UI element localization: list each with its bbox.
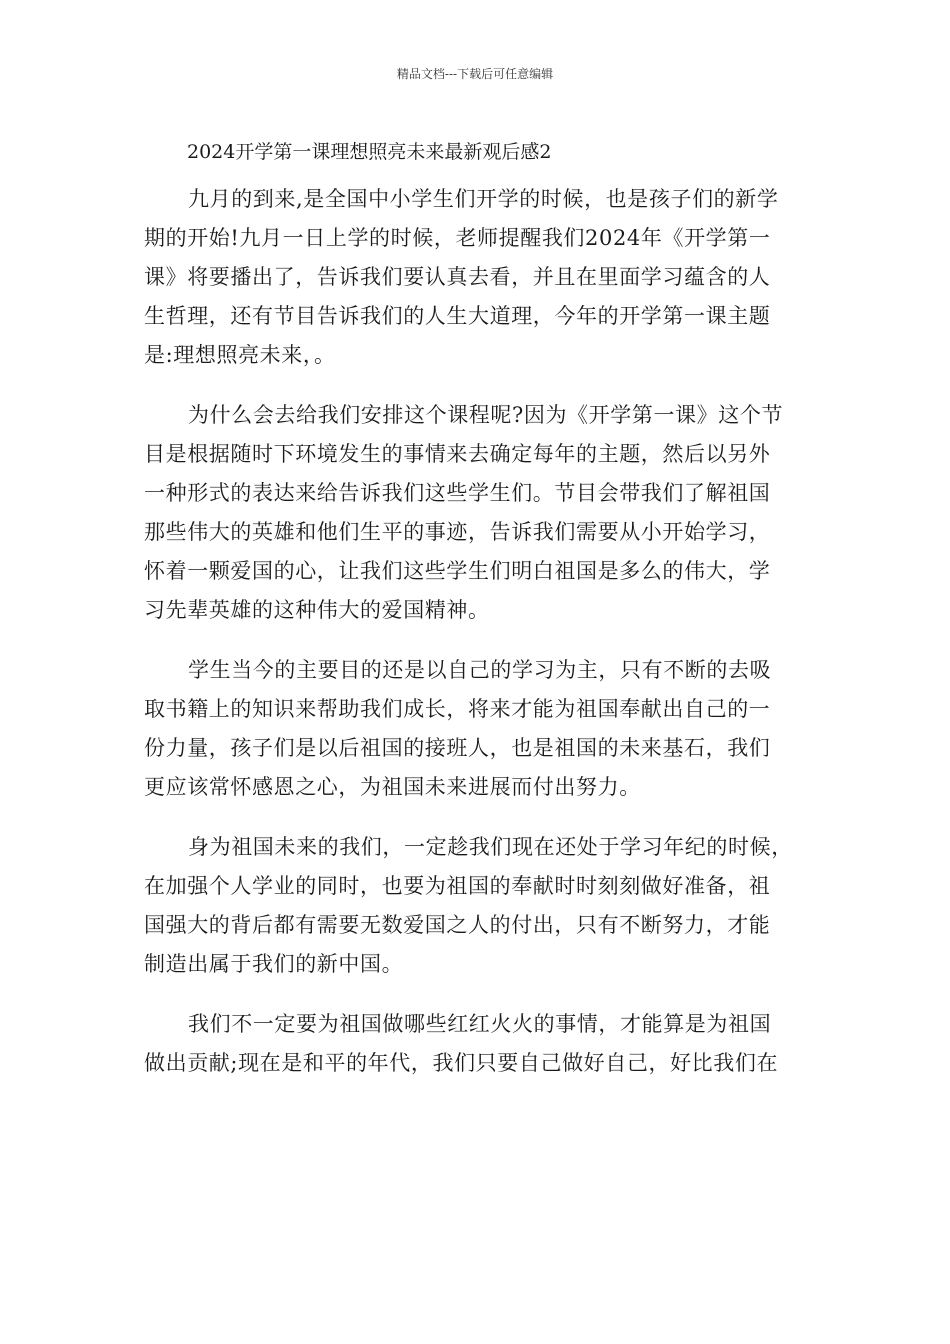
paragraph-line: 学生当今的主要目的还是以自己的学习为主，只有不断的去吸 (188, 658, 772, 682)
paragraph-line: 目是根据随时下环境发生的事情来去确定每年的主题，然后以另外 (144, 442, 771, 466)
paragraph-line: 为什么会去给我们安排这个课程呢?因为《开学第一课》这个节 (188, 403, 784, 427)
paragraph-line: 课》将要播出了，告诉我们要认真去看，并且在里面学习蕴含的人 (144, 265, 771, 289)
paragraph-line: 在加强个人学业的同时，也要为祖国的奉献时时刻刻做好准备，祖 (144, 874, 771, 898)
paragraph-line: 身为祖国未来的我们，一定趁我们现在还处于学习年纪的时候， (188, 835, 793, 859)
paragraph-1 (144, 180, 824, 375)
paragraph-line: 国强大的背后都有需要无数爱国之人的付出，只有不断努力，才能 (144, 913, 771, 937)
paragraph-line: 份力量，孩子们是以后祖国的接班人，也是祖国的未来基石，我们 (144, 736, 771, 760)
paragraph-line: 习先辈英雄的这种伟大的爱国精神。 (144, 598, 490, 622)
paragraph-line: 我们不一定要为祖国做哪些红红火火的事情，才能算是为祖国 (188, 1012, 772, 1036)
paragraph-line: 那些伟大的英雄和他们生平的事迹，告诉我们需要从小开始学习， (144, 520, 771, 544)
paragraph-5 (144, 1005, 824, 1083)
page-header: 精品文档---下载后可任意编辑 (396, 67, 554, 81)
paragraph-line: 取书籍上的知识来帮助我们成长，将来才能为祖国奉献出自己的一 (144, 697, 771, 721)
paragraph-line: 做出贡献;现在是和平的年代，我们只要自己做好自己，好比我们在 (144, 1051, 779, 1075)
paragraph-line: 怀着一颗爱国的心，让我们这些学生们明白祖国是多么的伟大，学 (144, 559, 771, 583)
paragraph-line: 期的开始!九月一日上学的时候，老师提醒我们2024年《开学第一 (144, 226, 771, 250)
document-body (144, 180, 824, 1083)
paragraph-line: 九月的到来,是全国中小学生们开学的时候，也是孩子们的新学 (188, 187, 779, 211)
paragraph-line: 更应该常怀感恩之心，为祖国未来进展而付出努力。 (144, 775, 641, 799)
paragraph-3 (144, 651, 824, 807)
paragraph-line: 制造出属于我们的新中国。 (144, 952, 404, 976)
paragraph-line: 是:理想照亮未来，。 (144, 343, 336, 367)
paragraph-line: 生哲理，还有节目告诉我们的人生大道理，今年的开学第一课主题 (144, 304, 771, 328)
paragraph-2 (144, 396, 824, 630)
document-title: 2024开学第一课理想照亮未来最新观后感2 (187, 141, 552, 163)
paragraph-4 (144, 828, 824, 984)
paragraph-line: 一种形式的表达来给告诉我们这些学生们。节目会带我们了解祖国 (144, 481, 771, 505)
